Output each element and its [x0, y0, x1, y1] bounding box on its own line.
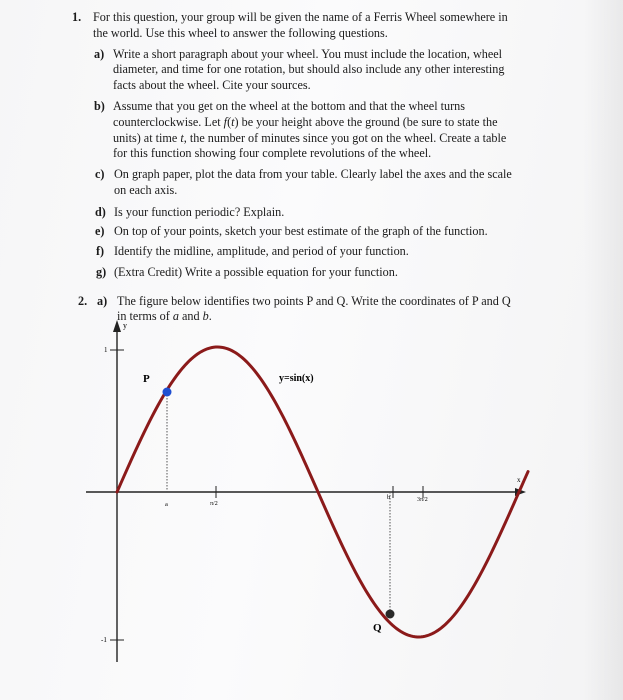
q1g-text: (Extra Credit) Write a possible equation for your function. — [114, 265, 398, 279]
label-a: a — [165, 501, 168, 508]
y-tick-1-label: 1 — [104, 346, 108, 354]
q1c-line1: On graph paper, plot the data from your table. Clearly label the axes and the scale — [114, 167, 512, 181]
y-axis-label: y — [123, 321, 127, 330]
q2a-line2: in terms of a and b. — [117, 309, 212, 323]
point-p-marker — [163, 388, 172, 397]
q2-number: 2. — [78, 294, 88, 308]
q1b-line3: units) at time t, the number of minutes since you got on the wheel. Create a table — [113, 131, 507, 145]
label-3pi2: 3π/2 — [417, 497, 428, 503]
point-q-label: Q — [373, 622, 382, 634]
q1-text-line1: For this question, your group will be given the name of a Ferris Wheel somewhere in — [93, 10, 508, 24]
q1a-line2: diameter, and time for one rotation, but should also include any other interesting — [113, 62, 505, 76]
label-pi2: π/2 — [210, 501, 218, 507]
x-axis-label: x — [517, 476, 521, 484]
q1f-label: f) — [96, 244, 105, 258]
q2a-line1: The figure below identifies two points P and Q. Write the coordinates of P and Q — [117, 294, 511, 308]
q1-number: 1. — [72, 10, 82, 24]
q1d-text: Is your function periodic? Explain. — [114, 205, 285, 219]
q1g-label: g) — [96, 265, 107, 279]
y-tick-neg1-label: -1 — [101, 636, 107, 644]
q1e-text: On top of your points, sketch your best estimate of the graph of the function. — [114, 224, 488, 238]
point-q-marker — [386, 610, 395, 619]
q1a-line1: Write a short paragraph about your wheel. You must include the location, wheel — [113, 47, 503, 61]
q1b-label: b) — [94, 99, 105, 113]
q1b-line2: counterclockwise. Let f(t) be your height above the ground (be sure to state the — [113, 115, 498, 129]
q1d-label: d) — [95, 205, 106, 219]
q1e-label: e) — [95, 224, 105, 238]
q1c-label: c) — [95, 167, 105, 181]
point-p-label: P — [143, 373, 150, 385]
q2a-label: a) — [97, 294, 108, 308]
y-axis-arrow — [113, 320, 121, 332]
q1-text-line2: the world. Use this wheel to answer the following questions. — [93, 26, 388, 40]
q1a-line3: facts about the wheel. Cite your sources. — [113, 78, 311, 92]
q1b-line1: Assume that you get on the wheel at the bottom and that the wheel turns — [113, 99, 466, 113]
q1b-line4: for this function showing four complete revolutions of the wheel. — [113, 146, 432, 160]
q1f-text: Identify the midline, amplitude, and period of your function. — [114, 244, 409, 258]
q1c-line2: on each axis. — [114, 183, 178, 197]
label-b: b — [387, 494, 391, 501]
curve-label: y=sin(x) — [279, 373, 314, 384]
q1a-label: a) — [94, 47, 105, 61]
